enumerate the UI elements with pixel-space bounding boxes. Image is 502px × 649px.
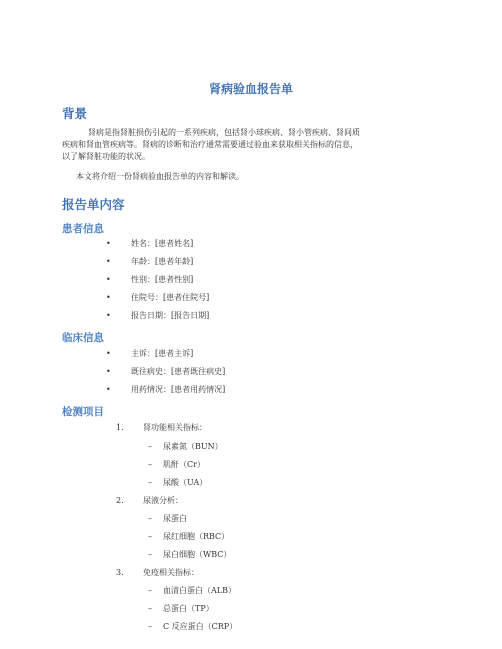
list-number: 3.	[116, 568, 124, 577]
bullet: •	[106, 257, 111, 266]
test-item-crp: C 反应蛋白（CRP）	[163, 622, 238, 631]
background-paragraph-line: 以了解肾脏功能的状况。	[62, 152, 150, 161]
test-item-rbc: 尿红细胞（RBC）	[163, 532, 230, 541]
test-group-kidney-function: 肾功能相关指标：	[143, 423, 207, 432]
bullet: •	[106, 367, 111, 376]
subheading-clinical-info: 临床信息	[62, 332, 104, 344]
test-group-immunology: 免疫相关指标：	[143, 568, 199, 577]
medication-item: 用药情况：[患者用药情况]	[131, 385, 226, 394]
dash-marker: –	[148, 604, 152, 613]
dash-marker: –	[148, 478, 152, 487]
bullet: •	[106, 239, 111, 248]
patient-age-item: 年龄：[患者年龄]	[131, 257, 194, 266]
dash-marker: –	[148, 586, 152, 595]
list-number: 2.	[116, 496, 124, 505]
test-item-alb: 血清白蛋白（ALB）	[163, 586, 236, 595]
section-heading-background: 背景	[62, 106, 88, 121]
test-item-bun: 尿素氮（BUN）	[163, 442, 223, 451]
bullet: •	[106, 385, 111, 394]
bullet: •	[106, 293, 111, 302]
test-item-urine-protein: 尿蛋白	[163, 514, 187, 523]
patient-admission-item: 住院号：[患者住院号]	[131, 293, 210, 302]
patient-gender-item: 性别：[患者性别]	[131, 275, 194, 284]
medical-history-item: 既往病史：[患者既往病史]	[131, 367, 226, 376]
bullet: •	[106, 275, 111, 284]
dash-marker: –	[148, 622, 152, 631]
document-title: 肾病验血报告单	[208, 82, 293, 96]
dash-marker: –	[148, 442, 152, 451]
report-date-item: 报告日期：[报告日期]	[131, 311, 210, 320]
subheading-patient-info: 患者信息	[62, 223, 104, 235]
test-group-urinalysis: 尿液分析：	[143, 496, 183, 505]
section-heading-report: 报告单内容	[62, 197, 125, 212]
chief-complaint-item: 主诉：[患者主诉]	[131, 349, 194, 358]
subheading-test-items: 检测项目	[62, 406, 104, 418]
test-item-wbc: 尿白细胞（WBC）	[163, 550, 232, 559]
bullet: •	[106, 311, 111, 320]
intro-paragraph: 本文将介绍一份肾病验血报告单的内容和解读。	[76, 172, 244, 181]
background-paragraph-line: 肾病是指肾脏损伤引起的一系列疾病，包括肾小球疾病、肾小管疾病、肾间质	[88, 128, 360, 137]
dash-marker: –	[148, 514, 152, 523]
test-item-tp: 总蛋白（TP）	[163, 604, 214, 613]
background-paragraph-line: 疾病和肾血管疾病等。肾病的诊断和治疗通常需要通过验血来获取相关指标的信息，	[62, 140, 358, 149]
test-item-cr: 肌酐（Cr）	[163, 460, 205, 469]
test-item-ua: 尿酸（UA）	[163, 478, 208, 487]
list-number: 1.	[116, 423, 124, 432]
dash-marker: –	[148, 550, 152, 559]
dash-marker: –	[148, 460, 152, 469]
dash-marker: –	[148, 532, 152, 541]
bullet: •	[106, 349, 111, 358]
patient-name-item: 姓名：[患者姓名]	[131, 239, 194, 248]
